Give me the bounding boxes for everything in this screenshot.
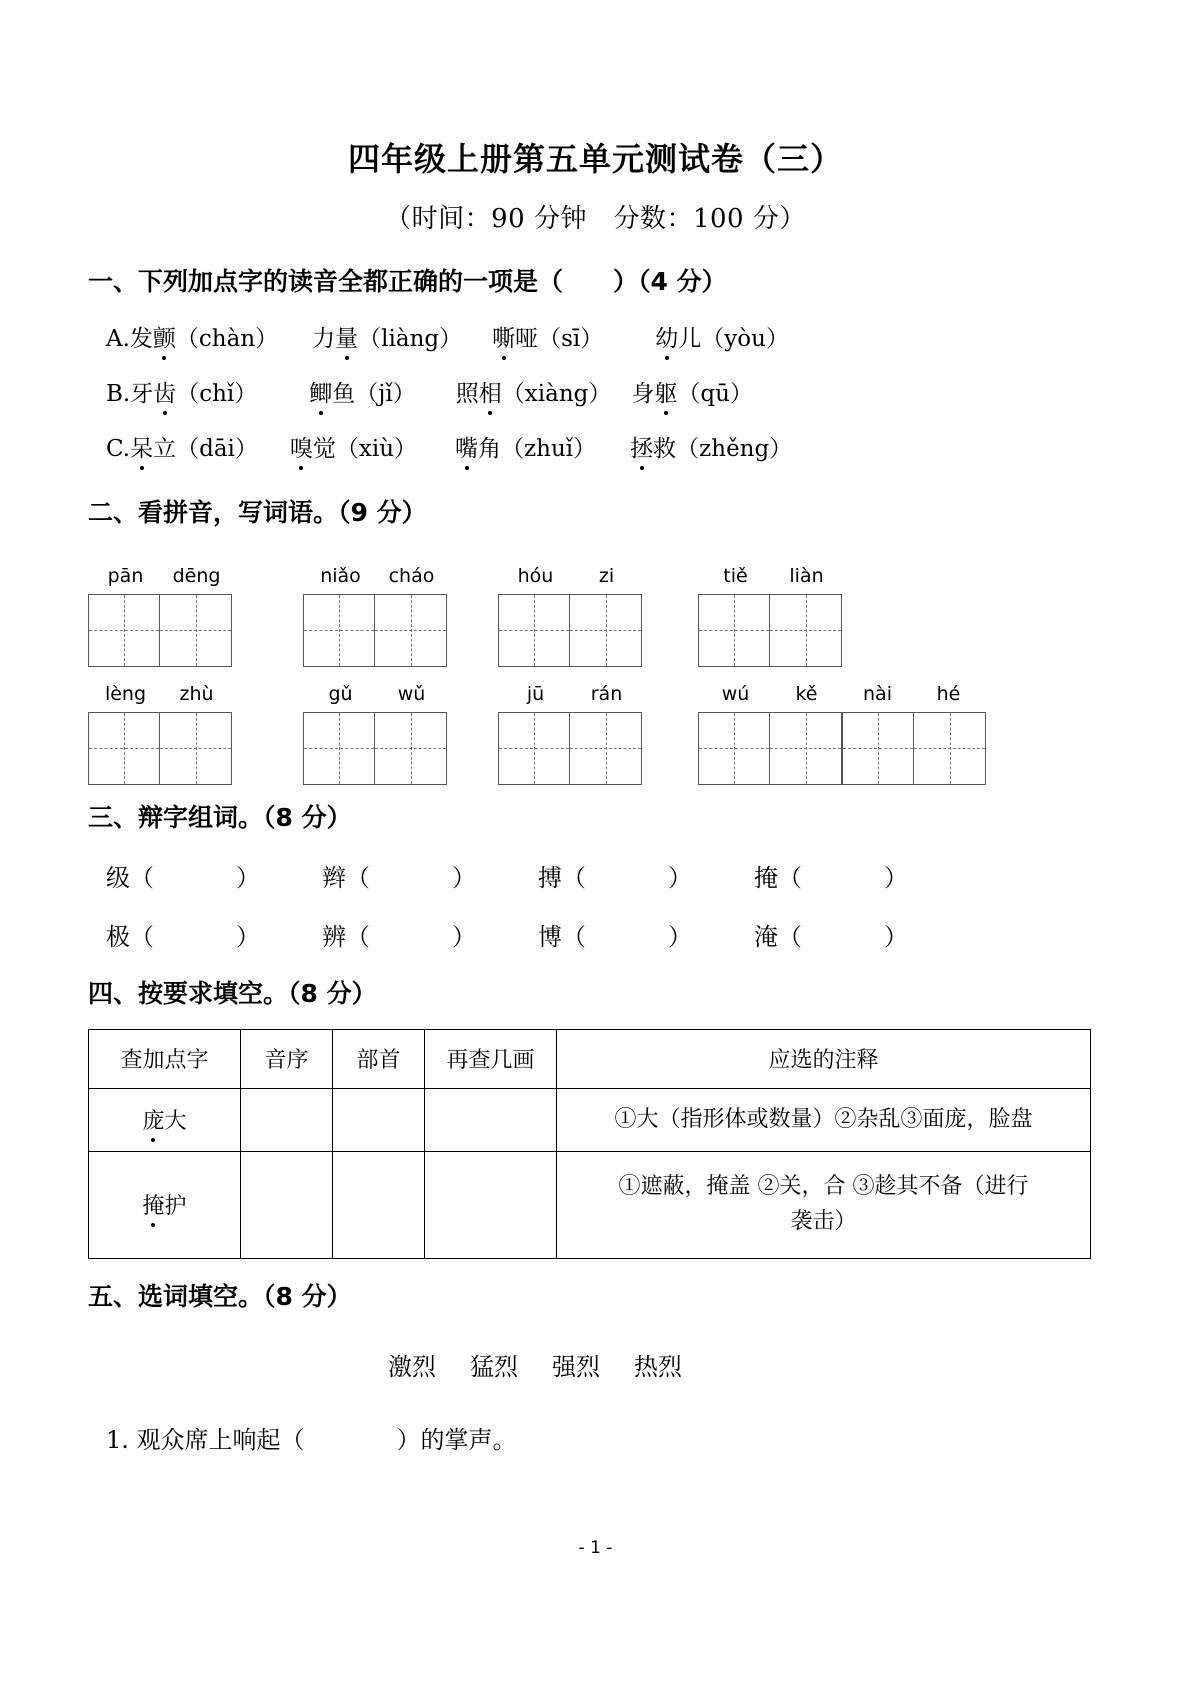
- tianzige-cell[interactable]: [914, 713, 985, 784]
- word-suffix: 儿: [678, 326, 702, 353]
- closing-paren: ）: [668, 864, 692, 893]
- dotted-character: 幼: [655, 320, 678, 353]
- tianzige-cell[interactable]: [375, 595, 446, 666]
- table-header-cell: 查加点字: [89, 1029, 241, 1088]
- pinyin-syllable: hé: [936, 682, 961, 705]
- pinyin-syllable: liàn: [789, 564, 824, 587]
- pinyin-word-group: [698, 674, 986, 785]
- option-row-c[interactable]: [88, 430, 1103, 463]
- pinyin-syllables: [303, 556, 447, 586]
- tianzige-grid-wrap: [303, 712, 447, 785]
- character-label: 掩（: [754, 864, 802, 893]
- word-bank-item[interactable]: 热烈: [634, 1353, 682, 1382]
- pinyin-syllable: nài: [863, 682, 892, 705]
- tianzige-grid[interactable]: [498, 712, 642, 785]
- option-word: [456, 375, 612, 408]
- character-label: 博（: [538, 923, 586, 952]
- section-3-heading: 三、辩字组词。（8 分）: [88, 802, 352, 832]
- dotted-character: 鲫: [309, 375, 332, 408]
- pinyin-syllables: [88, 674, 232, 704]
- page-content: [88, 0, 1103, 1455]
- character-word-blank[interactable]: [322, 917, 476, 952]
- pinyin-row: [88, 556, 1103, 674]
- dotted-character: 呆: [130, 430, 153, 463]
- tianzige-grid[interactable]: [842, 712, 986, 785]
- pinyin-annotation: （yòu）: [701, 326, 789, 353]
- lookup-word-cell: [89, 1151, 241, 1258]
- pinyin-syllable: tiě: [723, 564, 748, 587]
- character-word-blank[interactable]: [106, 917, 260, 952]
- pinyin-syllable: zi: [598, 564, 615, 587]
- definition-options-cell: [557, 1088, 1091, 1151]
- tianzige-cell[interactable]: [499, 595, 570, 666]
- closing-paren: ）: [668, 923, 692, 952]
- bushou-answer-cell[interactable]: [333, 1088, 425, 1151]
- dotted-character: 嘶: [492, 320, 515, 353]
- character-label: 淹（: [754, 923, 802, 952]
- pinyin-syllables: [498, 556, 642, 586]
- tianzige-grid-wrap: [698, 594, 842, 667]
- pinyin-syllable: hóu: [517, 564, 554, 587]
- word-prefix: 力: [312, 326, 336, 353]
- strokes-answer-cell[interactable]: [425, 1088, 557, 1151]
- word-prefix: 身: [631, 381, 655, 408]
- tianzige-cell[interactable]: [699, 595, 770, 666]
- pinyin-word-group: [88, 674, 232, 785]
- word-suffix: 觉: [312, 436, 336, 463]
- tianzige-grid[interactable]: [88, 712, 232, 785]
- dotted-character: 庞: [142, 1104, 164, 1135]
- dotted-character: 嘴: [455, 430, 478, 463]
- pinyin-syllable: cháo: [388, 564, 435, 587]
- closing-paren: ）: [452, 864, 476, 893]
- option-row-a[interactable]: [88, 320, 1103, 353]
- character-label: 级（: [106, 864, 154, 893]
- word-suffix: 角: [478, 436, 502, 463]
- character-label: 辫（: [322, 864, 370, 893]
- page-number-footer: - 1 -: [578, 1538, 613, 1558]
- character-word-blank[interactable]: [538, 917, 692, 952]
- dotted-character: 躯: [654, 375, 677, 408]
- pinyin-annotation: （xiù）: [335, 436, 418, 463]
- tianzige-cell[interactable]: [843, 713, 914, 784]
- option-letter: C.: [106, 436, 131, 463]
- option-word: [655, 320, 789, 353]
- tianzige-grid-wrap: [303, 594, 447, 667]
- yinxu-answer-cell[interactable]: [241, 1151, 333, 1258]
- pinyin-syllables: [498, 674, 642, 704]
- tianzige-cell[interactable]: [699, 713, 770, 784]
- definition-options-cell: [557, 1151, 1091, 1258]
- character-word-blank[interactable]: [754, 858, 908, 893]
- dotted-character: 相: [479, 375, 502, 408]
- closing-paren: ）: [884, 864, 908, 893]
- tianzige-cell[interactable]: [499, 713, 570, 784]
- pinyin-syllable: gǔ: [328, 682, 353, 705]
- tianzige-cell[interactable]: [375, 713, 446, 784]
- table-header-cell: 部首: [333, 1029, 425, 1088]
- pinyin-row: [88, 674, 1103, 792]
- question-text-before-blank: 1. 观众席上响起（: [106, 1426, 305, 1455]
- fill-blank-question: [88, 1420, 1103, 1455]
- pinyin-syllables: [698, 556, 842, 586]
- closing-paren: ）: [236, 864, 260, 893]
- character-pair-row: [88, 917, 1103, 952]
- pinyin-syllable: pān: [107, 564, 144, 587]
- pinyin-syllable: dēng: [172, 564, 221, 587]
- dotted-character: 掩: [142, 1189, 164, 1220]
- word-prefix: 照: [455, 381, 479, 408]
- dotted-character: 量: [335, 320, 358, 353]
- tianzige-cell[interactable]: [570, 713, 641, 784]
- option-word: [290, 430, 417, 463]
- tianzige-grid[interactable]: [498, 594, 642, 667]
- tianzige-cell[interactable]: [304, 595, 375, 666]
- character-label: 极（: [106, 923, 154, 952]
- page-title: 四年级上册第五单元测试卷（三）: [347, 140, 843, 178]
- tianzige-grid[interactable]: [698, 594, 842, 667]
- option-word: [631, 375, 753, 408]
- pinyin-writing-area: [88, 556, 1103, 792]
- character-label: 搏（: [538, 864, 586, 893]
- yinxu-answer-cell[interactable]: [241, 1088, 333, 1151]
- tianzige-cell[interactable]: [570, 595, 641, 666]
- pinyin-annotation: （zhěng）: [676, 436, 793, 463]
- pinyin-word-group: [88, 556, 232, 667]
- word-prefix: 牙: [130, 381, 154, 408]
- option-row-b[interactable]: [88, 375, 1103, 408]
- pinyin-word-group: [303, 556, 447, 667]
- pinyin-annotation: （sī）: [538, 326, 604, 353]
- section-5-heading: 五、选词填空。（8 分）: [88, 1281, 352, 1311]
- pinyin-annotation: （jǐ）: [355, 381, 416, 408]
- pinyin-syllable: jū: [526, 682, 545, 705]
- option-word: [312, 320, 462, 353]
- tianzige-grid-wrap: [88, 712, 232, 785]
- pinyin-syllables: [698, 674, 986, 704]
- pinyin-syllables: [88, 556, 232, 586]
- section-1-heading: 一、下列加点字的读音全都正确的一项是（ ）（4 分）: [88, 266, 727, 296]
- option-word: [630, 430, 792, 463]
- pinyin-annotation: （qū）: [677, 381, 753, 408]
- pinyin-syllable: wǔ: [397, 682, 426, 705]
- section-4-heading: 四、按要求填空。（8 分）: [88, 979, 377, 1009]
- word-suffix: 立: [153, 436, 177, 463]
- tianzige-grid-wrap: [698, 712, 986, 785]
- word-suffix: 哑: [515, 326, 539, 353]
- word-suffix: 大: [164, 1109, 187, 1135]
- pinyin-word-group: [498, 674, 642, 785]
- pinyin-syllable: rán: [590, 682, 623, 705]
- pinyin-annotation: （dāi）: [176, 436, 258, 463]
- table-row: [89, 1088, 1091, 1151]
- dotted-character: 颤: [153, 320, 176, 353]
- word-bank-item[interactable]: 强烈: [552, 1353, 600, 1382]
- pinyin-annotation: （zhuǐ）: [501, 436, 597, 463]
- pinyin-syllable: lèng: [104, 682, 147, 705]
- table-header-cell: 应选的注释: [557, 1029, 1091, 1088]
- tianzige-grid-wrap: [498, 712, 642, 785]
- dictionary-lookup-table: [88, 1029, 1091, 1259]
- pinyin-annotation: （chǐ）: [176, 381, 258, 408]
- pinyin-syllable: wú: [721, 682, 750, 705]
- word-prefix: 发: [129, 326, 153, 353]
- section-1-options: [88, 320, 1103, 463]
- option-letter: B.: [106, 381, 131, 408]
- strokes-answer-cell[interactable]: [425, 1151, 557, 1258]
- tianzige-grid-wrap: [498, 594, 642, 667]
- pinyin-syllable: zhù: [179, 682, 214, 705]
- pinyin-syllable: kě: [795, 682, 818, 705]
- option-word: [309, 375, 416, 408]
- pinyin-word-group: [698, 556, 842, 667]
- definition-line: ①遮蔽，掩盖 ②关，合 ③趁其不备（进行: [618, 1174, 1029, 1200]
- table-header-cell: 音序: [241, 1029, 333, 1088]
- tianzige-cell[interactable]: [770, 713, 841, 784]
- section-5-questions: [88, 1420, 1103, 1455]
- character-word-blank[interactable]: [754, 917, 908, 952]
- closing-paren: ）: [452, 923, 476, 952]
- option-letter: A.: [106, 326, 130, 353]
- tianzige-cell[interactable]: [160, 595, 231, 666]
- word-suffix: 救: [653, 436, 677, 463]
- tianzige-grid-wrap: [88, 594, 232, 667]
- table-header-row: [89, 1029, 1091, 1088]
- option-word: [455, 430, 596, 463]
- pinyin-annotation: （liàng）: [358, 326, 463, 353]
- closing-paren: ）: [236, 923, 260, 952]
- tianzige-cell[interactable]: [770, 595, 841, 666]
- word-bank-item[interactable]: 猛烈: [470, 1353, 518, 1382]
- tianzige-cell[interactable]: [89, 595, 160, 666]
- dotted-character: 齿: [153, 375, 176, 408]
- character-word-blank[interactable]: [538, 858, 692, 893]
- tianzige-cell[interactable]: [304, 713, 375, 784]
- tianzige-cell[interactable]: [160, 713, 231, 784]
- tianzige-grid[interactable]: [698, 712, 842, 785]
- pinyin-word-group: [498, 556, 642, 667]
- character-label: 辨（: [322, 923, 370, 952]
- word-bank-item[interactable]: 激烈: [388, 1353, 436, 1382]
- option-word: [130, 430, 258, 463]
- pinyin-annotation: （chàn）: [175, 326, 279, 353]
- pinyin-syllable: niǎo: [320, 564, 361, 587]
- word-suffix: 鱼: [332, 381, 356, 408]
- pinyin-annotation: （xiàng）: [501, 381, 612, 408]
- definition-line: ①大（指形体或数量）②杂乱③面庞，脸盘: [614, 1106, 1033, 1132]
- character-word-blank[interactable]: [106, 858, 260, 893]
- option-word: [492, 320, 603, 353]
- tianzige-grid[interactable]: [88, 594, 232, 667]
- tianzige-grid[interactable]: [303, 712, 447, 785]
- character-pair-row: [88, 858, 1103, 893]
- word-suffix: 护: [164, 1194, 187, 1220]
- dotted-character: 拯: [630, 430, 653, 463]
- table-header-cell: 再查几画: [425, 1029, 557, 1088]
- question-text-after-blank: ）的掌声。: [396, 1426, 517, 1455]
- closing-paren: ）: [884, 923, 908, 952]
- dotted-character: 嗅: [290, 430, 313, 463]
- option-word: [130, 375, 257, 408]
- option-word: [130, 320, 278, 353]
- bushou-answer-cell[interactable]: [333, 1151, 425, 1258]
- table-row: [89, 1151, 1091, 1258]
- pinyin-syllables: [303, 674, 447, 704]
- exam-meta-line: （时间：90 分钟 分数：100 分）: [385, 204, 806, 235]
- word-bank: [88, 1347, 1103, 1382]
- tianzige-cell[interactable]: [89, 713, 160, 784]
- tianzige-grid[interactable]: [303, 594, 447, 667]
- pinyin-word-group: [303, 674, 447, 785]
- section-2-heading: 二、看拼音，写词语。（9 分）: [88, 498, 427, 528]
- lookup-word-cell: [89, 1088, 241, 1151]
- character-word-blank[interactable]: [322, 858, 476, 893]
- definition-line: 袭击）: [790, 1208, 857, 1234]
- section-3-character-pairs: [88, 858, 1103, 952]
